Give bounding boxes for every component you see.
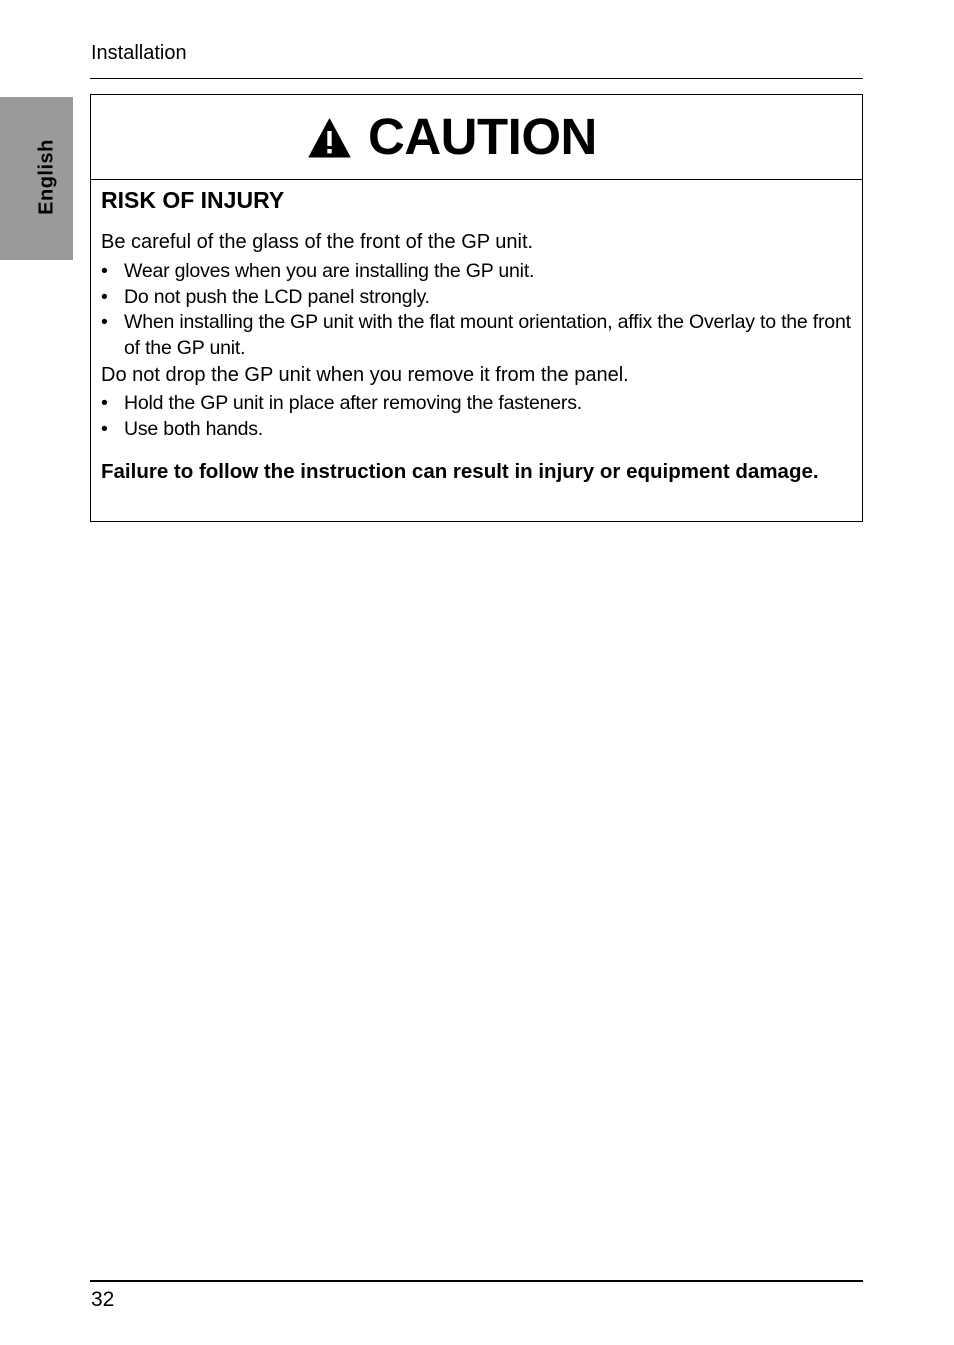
footer-divider (90, 1280, 863, 1282)
bullet-icon: • (101, 392, 108, 414)
glass-precautions-list (101, 259, 856, 361)
list-item-text: Hold the GP unit in place after removing the fasteners. (124, 392, 582, 414)
drop-warning-text: Do not drop the GP unit when you remove it from the panel. (101, 364, 629, 386)
page-number: 32 (91, 1288, 115, 1311)
risk-title: RISK OF INJURY (101, 187, 285, 213)
list-item-text: Wear gloves when you are installing the GP unit. (124, 260, 535, 282)
list-item-text: Do not push the LCD panel strongly. (124, 285, 430, 308)
failure-consequence-note: Failure to follow the instruction can result in injury or equipment damage. (101, 460, 819, 483)
caution-header (91, 95, 862, 180)
list-item-text: When installing the GP unit with the flat mount orientation, affix the Overlay to the front of the GP unit. (124, 311, 851, 359)
list-item (101, 285, 856, 311)
caution-box (90, 94, 863, 522)
list-item (101, 391, 856, 417)
list-item-text: Use both hands. (124, 417, 264, 440)
bullet-icon: • (101, 285, 108, 308)
bullet-icon: • (101, 260, 108, 282)
list-item (101, 259, 856, 285)
section-title: Installation (91, 42, 187, 64)
header-divider (90, 78, 863, 79)
bullet-icon: • (101, 311, 108, 333)
warning-triangle-icon (308, 118, 351, 158)
caution-title: CAUTION (368, 108, 597, 165)
glass-warning-text: Be careful of the glass of the front of the GP unit. (101, 231, 534, 253)
list-item (101, 310, 856, 361)
list-item (101, 417, 856, 443)
language-tab-label: English (35, 139, 58, 215)
bullet-icon: • (101, 417, 108, 440)
removal-precautions-list (101, 391, 856, 442)
